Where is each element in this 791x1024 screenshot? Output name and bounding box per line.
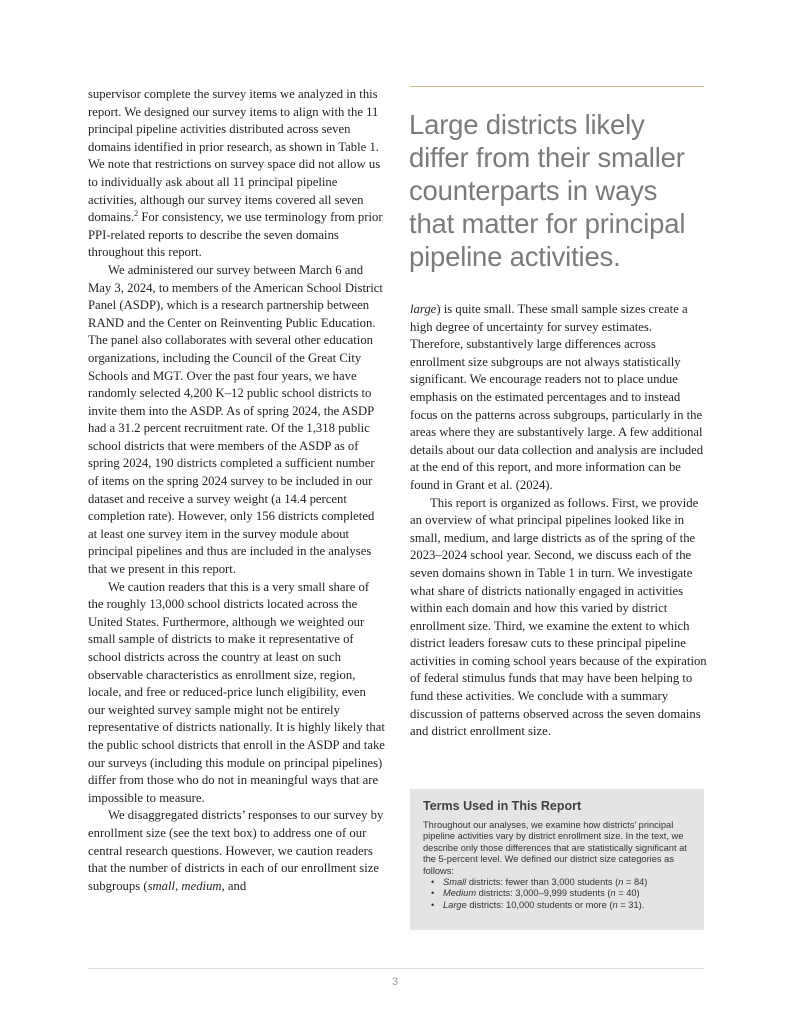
- left-text-column: [88, 86, 385, 895]
- list-item: • Medium districts: 3,000–9,999 students (n = 40): [431, 888, 691, 899]
- terms-text-box: [410, 789, 704, 930]
- text-box-body: Throughout our analyses, we examine how districts’ principal pipeline activities vary by district enrollment size. In the text, we describe only those differences that are statistically significant at the 5-percent level. We defined our district size categories as follows:: [423, 820, 687, 876]
- body-paragraph: This report is organized as follows. First, we provide an overview of what principal pipelines looked like in small, medium, and large districts as of the spring of the 2023–2024 school year. Second, we discuss each of the seven domains shown in Table 1 in turn. We investigate what share of districts nationally engaged in activities within each domain and how this varied by district enrollment size. Third, we examine the extent to which district leaders foresaw cuts to these principal pipeline activities in coming school years because of the expiration of federal stimulus funds that may have been helping to fund these activities. We conclude with a summary discussion of patterns observed across the seven domains and district enrollment size.: [410, 495, 707, 739]
- page-number: 3: [391, 976, 399, 988]
- body-paragraph: We disaggregated districts’ responses to our survey by enrollment size (see the text box) to address one of our central research questions. However, we caution readers that the number of districts in each of our enrollment size subgroups (small, medium, and: [88, 808, 384, 893]
- footnote-marker[interactable]: 2: [134, 208, 139, 218]
- footer-divider: [88, 968, 704, 969]
- pullquote: Large districts likely differ from their smaller counterparts in ways that matter for principal pipeline activities.: [409, 109, 686, 272]
- body-paragraph: supervisor complete the survey items we analyzed in this report. We designed our survey items to align with the 11 principal pipeline activities distributed across seven domains identified in prior research, as shown in Table 1. We note that restrictions on survey space did not allow us to individually ask about all 11 principal pipeline activities, although our survey items covered all seven domains.$^2$ For consistency, we use terminology from prior PPI-related reports to describe the seven domains throughout this report.: [88, 87, 383, 260]
- size-category-list: [423, 877, 691, 911]
- body-paragraph: large) is quite small. These small sample sizes create a high degree of uncertainty for survey estimates. Therefore, substantively large differences across enrollment size subgroups are not always statistically significant. We encourage readers not to place undue emphasis on the estimated percentages and to instead focus on the patterns across subgroups, particularly in the areas where they are substantively large. A few additional details about our data collection and analysis are included at the end of this report, and more information can be found in Grant et al. (2024).: [410, 302, 704, 492]
- right-text-column: [410, 301, 707, 741]
- body-paragraph: We caution readers that this is a very small share of the roughly 13,000 school districts located across the United States. Furthermore, although we weighted our small sample of districts to make it representative of school districts across the country at least on such observable characteristics as enrollment size, region, locale, and free or reduced-price lunch eligibility, even our weighted survey sample might not be entirely representative of districts nationally. It is highly likely that the public school districts that enroll in the ASDP and take our surveys (including this module on principal pipelines) differ from those who do not in meaningful ways that are impossible to measure.: [88, 579, 385, 805]
- list-item: • Large districts: 10,000 students or more (n = 31).: [431, 900, 691, 911]
- body-paragraph: We administered our survey between March 6 and May 3, 2024, to members of the American School District Panel (ASDP), which is a research partnership between RAND and the Center on Reinventing Public Education. The panel also collaborates with several other education organizations, including the Council of the Great City Schools and MGT. Over the past four years, we have randomly selected 4,200 K–12 public school districts to invite them into the ASDP. As of spring 2024, the ASDP had a 31.2 percent recruitment rate. Of the 1,318 public school districts that were members of the ASDP as of spring 2024, 190 districts completed a sufficient number of items on the spring 2024 survey to be included in our dataset and receive a survey weight (a 14.4 percent completion rate). However, only 156 districts completed at least one survey item in the survey module about principal pipelines and thus are included in the analyses that we present in this report.: [88, 262, 383, 577]
- list-item: • Small districts: fewer than 3,000 students (n = 84): [431, 877, 691, 888]
- text-box-title: Terms Used in This Report: [423, 799, 582, 813]
- pullquote-divider: [410, 86, 704, 87]
